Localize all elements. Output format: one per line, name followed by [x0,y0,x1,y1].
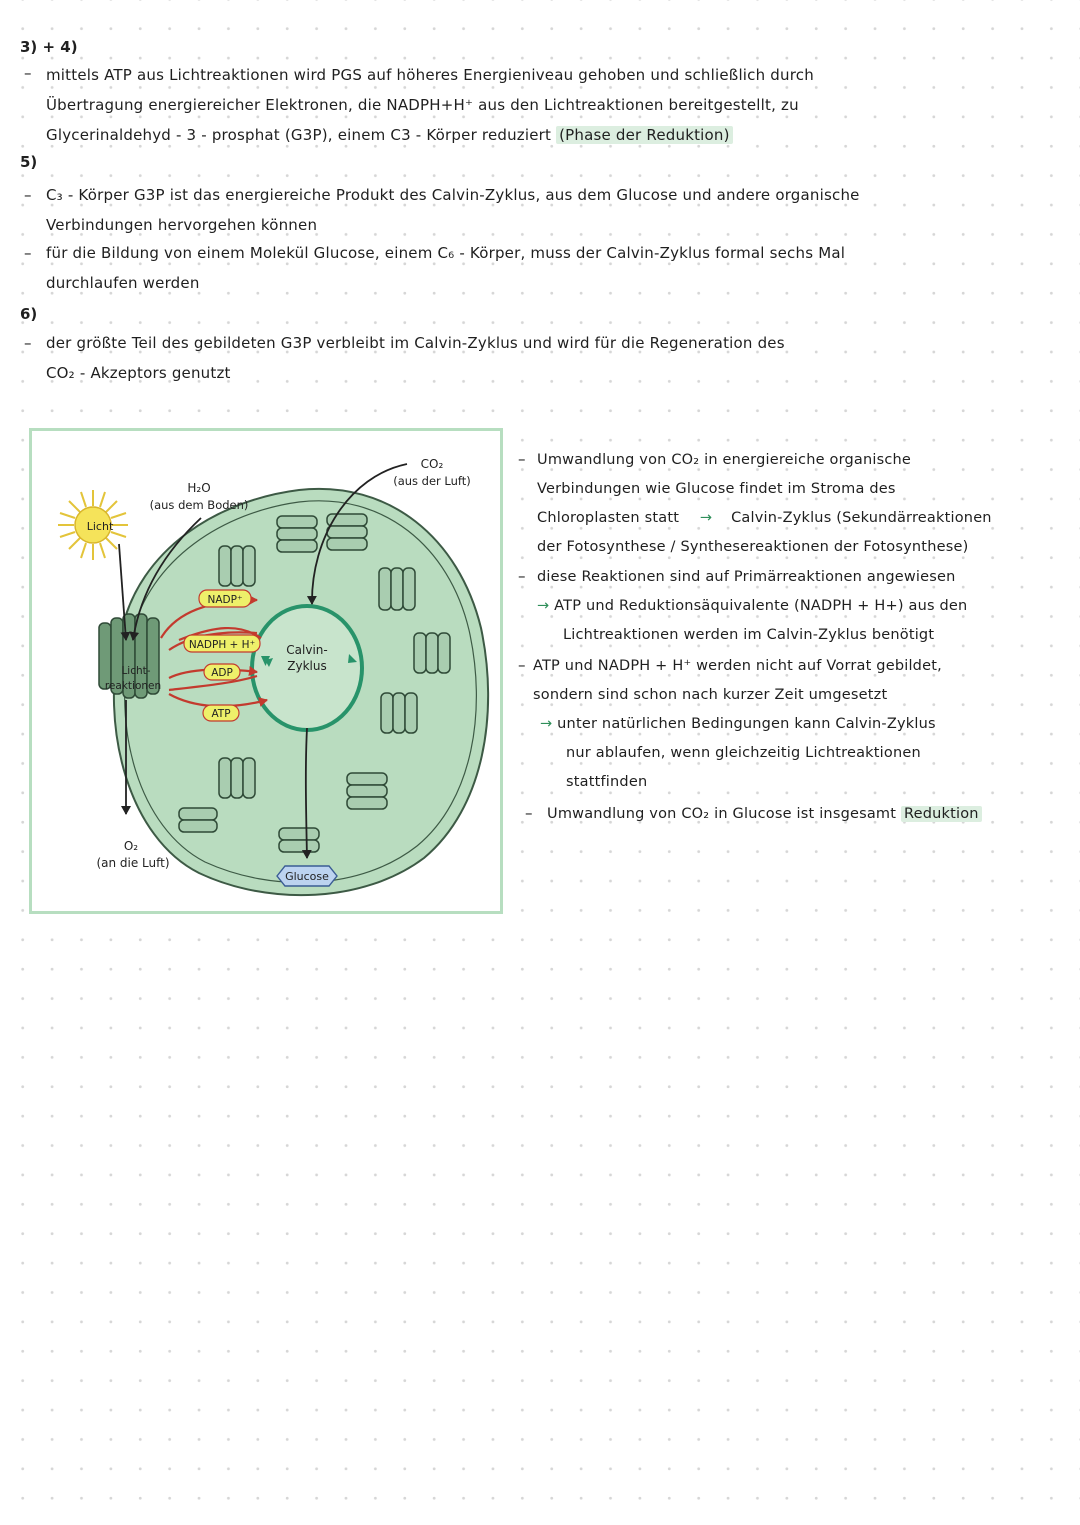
section-number-6: 6) [20,305,38,323]
chloroplast-diagram [29,428,503,914]
bullet-dash: – [24,334,32,352]
note-line [537,598,967,614]
calvin-label-2: Zyklus [287,659,327,673]
note-line: der Fotosynthese / Synthesereaktionen der Fotosynthese) [537,539,969,555]
note-line: ATP und NADPH + H⁺ werden nicht auf Vorrat gebildet, [533,658,942,674]
note-line [537,510,992,526]
atp-label: ATP [211,708,231,720]
sun-label: Licht [86,520,114,533]
note-line [547,806,982,822]
bullet-dash: – [518,567,526,585]
calvin-label-1: Calvin- [286,643,328,657]
bullet-dash: – [24,186,32,204]
bullet-dash: – [24,244,32,262]
text-segment: unter natürlichen Bedingungen kann Calvin-Zyklus [557,716,936,732]
text-line [46,120,733,150]
bullet-dash: – [24,64,32,82]
text-segment: Calvin-Zyklus (Sekundärreaktionen [731,510,992,526]
bullet-dash: – [518,450,526,468]
highlight-phase-reduction: (Phase der Reduktion) [556,126,733,144]
text-segment: ATP und Reduktionsäquivalente (NADPH + H+) aus den [554,598,968,614]
text-segment: Chloroplasten statt [537,510,680,526]
text-line: CO₂ - Akzeptors genutzt [46,364,231,382]
light-reactions-label-1: Licht- [121,665,151,677]
nadp-label: NADP⁺ [207,594,243,606]
section-number-3-4: 3) + 4) [20,38,78,56]
note-line: Umwandlung von CO₂ in energiereiche organische [537,452,912,468]
note-line: Verbindungen wie Glucose findet im Stroma des [537,481,896,497]
text-line: durchlaufen werden [46,274,200,292]
note-line: Lichtreaktionen werden im Calvin-Zyklus benötigt [563,627,935,643]
arrow-icon: → [537,598,550,614]
highlight-reduktion: Reduktion [901,806,982,822]
note-line: diese Reaktionen sind auf Primärreaktionen angewiesen [537,569,956,585]
co2-source: (aus der Luft) [393,474,471,488]
section-number-5: 5) [20,153,38,171]
text-line: C₃ - Körper G3P ist das energiereiche Produkt des Calvin-Zyklus, aus dem Glucose und andere organische [46,186,860,204]
note-line: nur ablaufen, wenn gleichzeitig Lichtreaktionen [566,745,921,761]
light-reactions-label-2: reaktionen [104,680,162,692]
glucose-arrow [306,728,307,858]
bullet-dash: – [518,656,526,674]
glucose-label: Glucose [285,870,329,883]
nadph-label: NADPH + H⁺ [188,639,256,651]
o2-destination: (an die Luft) [96,856,170,870]
text-segment: Umwandlung von CO₂ in Glucose ist insgesamt [547,806,897,822]
arrow-icon: → [540,716,553,732]
adp-label: ADP [211,667,233,679]
text-line: der größte Teil des gebildeten G3P verbleibt im Calvin-Zyklus und wird für die Regeneration des [46,334,785,352]
text-segment: Glycerinaldehyd - 3 - prosphat (G3P), einem C3 - Körper reduziert [46,126,552,144]
co2-label: CO₂ [420,457,444,471]
text-line: für die Bildung von einem Molekül Glucose, einem C₆ - Körper, muss der Calvin-Zyklus formal sechs Mal [46,244,846,262]
note-line [540,716,936,732]
h2o-label: H₂O [187,481,211,495]
text-line: mittels ATP aus Lichtreaktionen wird PGS auf höheres Energieniveau gehoben und schließlich durch [46,66,814,84]
h2o-source: (aus dem Boden) [149,498,249,512]
note-line: sondern sind schon nach kurzer Zeit umgesetzt [533,687,888,703]
o2-label: O₂ [123,839,139,853]
text-line: Verbindungen hervorgehen können [46,216,318,234]
bullet-dash: – [525,804,533,822]
note-line: stattfinden [566,774,648,790]
arrow-icon: → [699,510,713,526]
text-line: Übertragung energiereicher Elektronen, die NADPH+H⁺ aus den Lichtreaktionen bereitgestellt, zu [46,96,799,114]
